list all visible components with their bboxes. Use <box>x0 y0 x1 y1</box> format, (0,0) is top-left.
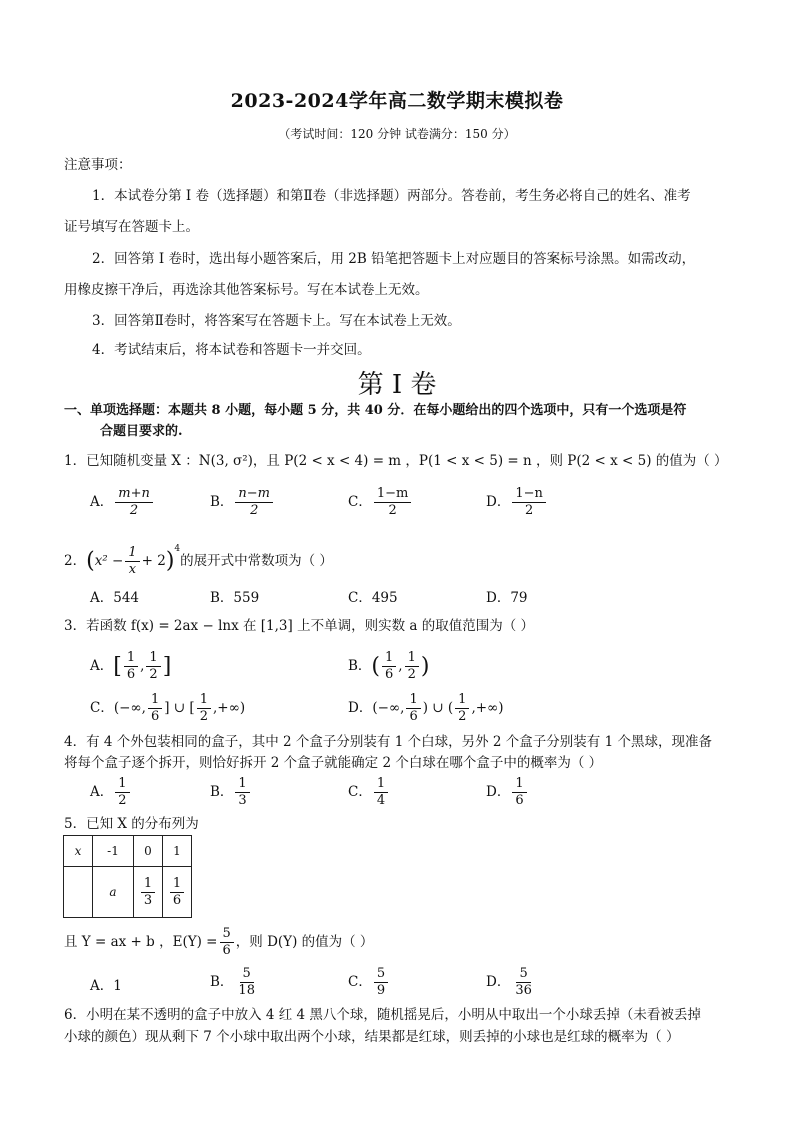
option-label: D． <box>486 494 511 510</box>
frac-num: 1 <box>148 692 162 709</box>
table-cell <box>93 867 134 918</box>
frac-num: 1 <box>512 776 526 793</box>
frac-den: 2 <box>199 709 208 724</box>
interval-mid: ] ∪ [ <box>164 700 195 716</box>
q5-option-c <box>348 966 390 999</box>
frac-num: 5 <box>240 966 254 983</box>
condition-post: ，则 D(Y) 的值为（ ） <box>235 934 374 950</box>
page-title: 2023-2024学年高二数学期末模拟卷 <box>230 90 564 112</box>
q5-option-b <box>210 966 260 999</box>
frac-den: 2 <box>250 503 259 518</box>
bracket: ] <box>162 654 172 679</box>
q4-option-c <box>348 776 390 809</box>
option-label: A． <box>90 658 114 674</box>
q2-option-a: A．544 <box>90 590 140 606</box>
q4-option-a <box>90 776 132 809</box>
frac-den: 3 <box>238 793 247 808</box>
q2-option-b: B．559 <box>210 590 260 606</box>
table-row <box>64 836 192 867</box>
frac-den: 2 <box>129 503 139 518</box>
table-header: x <box>74 844 82 858</box>
expr-post: + 2 <box>141 553 166 569</box>
option-label: B． <box>210 974 234 990</box>
question-1-stem: 1．已知随机变量 X ：N(3, σ²)，且 P(2 < x < 4) = m ，P(1 < x < 5) = n ，则 P(2 < x < 5) 的值为（ ） <box>64 453 728 469</box>
frac-den: 2 <box>524 503 534 518</box>
table-cell: 1 <box>163 836 192 867</box>
frac-den: 2 <box>388 503 397 518</box>
option-label: B． <box>210 784 234 800</box>
option-label: B． <box>210 494 234 510</box>
frac-num: 1 <box>170 876 184 893</box>
table-row <box>64 867 192 918</box>
question-3-stem: 3．若函数 f(x) = 2ax − lnx 在 [1,3] 上不单调，则实数 a 的取值范围为（ ） <box>64 618 534 634</box>
option-label: C． <box>348 494 372 510</box>
frac-num: 1 <box>382 650 396 667</box>
q2-option-d: D．79 <box>486 590 528 606</box>
condition-pre: 且 Y = ax + b ，E(Y) = <box>64 934 218 950</box>
interval-pre: (−∞, <box>113 700 146 716</box>
option-label: D． <box>486 784 511 800</box>
q3-option-c <box>90 692 245 725</box>
table-cell <box>64 836 93 867</box>
q1-option-b <box>210 486 275 519</box>
frac-num: 1 <box>374 776 388 793</box>
note-1-line-1: 1．本试卷分第 I 卷（选择题）和第Ⅱ卷（非选择题）两部分。答卷前，考生务必将自己的姓名、准考 <box>92 188 691 204</box>
frac-den: 2 <box>149 667 158 682</box>
q2-option-c: C．495 <box>348 590 398 606</box>
frac-num: 1−n <box>512 486 546 503</box>
q1-option-a <box>90 486 155 519</box>
option-label: C． <box>348 784 372 800</box>
frac-num: 1 <box>455 692 469 709</box>
q1-option-c <box>348 486 413 519</box>
notes-heading: 注意事项： <box>64 157 132 173</box>
q3-option-d <box>348 692 504 725</box>
interval-post: ,+∞) <box>212 700 246 716</box>
exam-info: （考试时间：120 分钟 试卷满分：150 分） <box>278 127 516 141</box>
section-instruction-line-1: 一、单项选择题：本题共 8 小题，每小题 5 分，共 40 分．在每小题给出的四个选项中，只有一个选项是符 <box>64 403 687 418</box>
frac-den: 3 <box>143 892 153 908</box>
frac-den: 2 <box>118 793 127 808</box>
frac-den: 36 <box>515 983 532 998</box>
frac-num: 1 <box>235 776 249 793</box>
frac-den: 2 <box>407 667 416 682</box>
frac-den: 2 <box>458 709 467 724</box>
option-label: B． <box>348 658 372 674</box>
interval-post: ,+∞) <box>471 700 504 716</box>
q3-option-b: B．( $\frac{1}{6}$ , $\frac{1}{2}$ ) <box>348 650 430 682</box>
frac-den: 6 <box>515 793 524 808</box>
option-label: A． <box>90 784 114 800</box>
section-title: 第 I 卷 <box>357 370 437 400</box>
interval-mid: ) ∪ ( <box>422 700 454 716</box>
q5-option-a: A．1 <box>90 978 122 994</box>
expr-pre: x² − <box>94 553 124 569</box>
frac-num: 1 <box>406 692 420 709</box>
note-3: 3．回答第Ⅱ卷时，将答案写在答题卡上。写在本试卷上无效。 <box>92 313 461 329</box>
q5-option-d <box>486 966 537 999</box>
option-label: D． <box>348 700 373 716</box>
note-2-line-2: 用橡皮擦干净后，再选涂其他答案标号。写在本试卷上无效。 <box>64 282 429 298</box>
q4-option-d <box>486 776 529 809</box>
frac-num: 5 <box>220 926 234 943</box>
frac-num: 1 <box>124 650 138 667</box>
table-cell <box>163 867 192 918</box>
q4-option-b <box>210 776 252 809</box>
interval-pre: (−∞, <box>372 700 405 716</box>
question-5-stem: 5．已知 X 的分布列为 <box>64 816 199 832</box>
question-6-line-1: 6．小明在某不透明的盒子中放入 4 红 4 黑八个球，随机摇晃后，小明从中取出一个小球丢掉（未看被丢掉 <box>64 1007 701 1023</box>
frac-num: 1−m <box>374 486 412 503</box>
frac-num: 1 <box>146 650 160 667</box>
table-cell <box>64 867 93 918</box>
frac-den: 9 <box>376 983 386 998</box>
frac-den: 18 <box>238 983 255 998</box>
table-cell <box>134 867 163 918</box>
paren-close: ) <box>165 548 175 574</box>
note-4: 4．考试结束后，将本试卷和答题卡一并交回。 <box>92 342 371 358</box>
frac-num: 1 <box>115 776 129 793</box>
section-instruction-line-2: 合题目要求的. <box>100 424 183 439</box>
question-number: 2． <box>64 553 87 569</box>
option-label: C． <box>90 700 114 716</box>
table-value: a <box>109 885 117 899</box>
q1-option-d <box>486 486 548 519</box>
question-4-line-1: 4．有 4 个外包装相同的盒子，其中 2 个盒子分别装有 1 个白球，另外 2 个盒子分别装有 1 个黑球，现准备 <box>64 734 712 750</box>
question-2-stem <box>64 540 333 578</box>
frac-den: 6 <box>222 943 231 958</box>
frac-num: 1 <box>405 650 419 667</box>
option-label: D． <box>486 974 511 990</box>
frac-den: 6 <box>150 709 160 724</box>
distribution-table <box>63 835 192 918</box>
question-4-line-2: 将每个盒子逐个拆开，则恰好拆开 2 个盒子就能确定 2 个白球在哪个盒子中的概率为（ ） <box>64 755 603 771</box>
frac-num: m+n <box>115 486 153 503</box>
frac-den: 4 <box>376 793 386 808</box>
exponent: 4 <box>174 544 181 554</box>
note-2-line-1: 2．回答第 I 卷时，选出每小题答案后，用 2B 铅笔把答题卡上对应题目的答案标号涂黑。如需改动， <box>92 251 696 267</box>
frac-den: 6 <box>385 667 394 682</box>
q3-option-a: A．[ $\frac{1}{6}$ , $\frac{1}{2}$ ] <box>90 650 172 682</box>
frac-num: 1 <box>141 876 155 893</box>
frac-num: 1 <box>125 545 139 562</box>
frac-den: 6 <box>409 709 418 724</box>
table-cell: -1 <box>93 836 134 867</box>
stem-end: 的展开式中常数项为（ ） <box>180 553 333 569</box>
frac-num: 5 <box>516 966 530 983</box>
table-cell: 0 <box>134 836 163 867</box>
bracket: ) <box>420 654 430 679</box>
question-6-line-2: 小球的颜色）现从剩下 7 个小球中取出两个小球，结果都是红球，则丢掉的小球也是红球的概率为（ ） <box>64 1029 680 1045</box>
bracket: ( <box>371 654 381 679</box>
note-1-line-2: 证号填写在答题卡上。 <box>64 219 199 235</box>
option-label: A． <box>90 494 114 510</box>
frac-num: 5 <box>374 966 388 983</box>
paren-open: ( <box>86 548 95 574</box>
question-5-condition <box>64 926 373 959</box>
frac-num: 1 <box>197 692 211 709</box>
frac-den: 6 <box>126 667 136 682</box>
option-label: C． <box>348 974 372 990</box>
frac-den: x <box>128 562 137 577</box>
frac-den: 6 <box>172 892 182 908</box>
frac-num: n−m <box>235 486 273 503</box>
bracket: [ <box>113 654 122 679</box>
